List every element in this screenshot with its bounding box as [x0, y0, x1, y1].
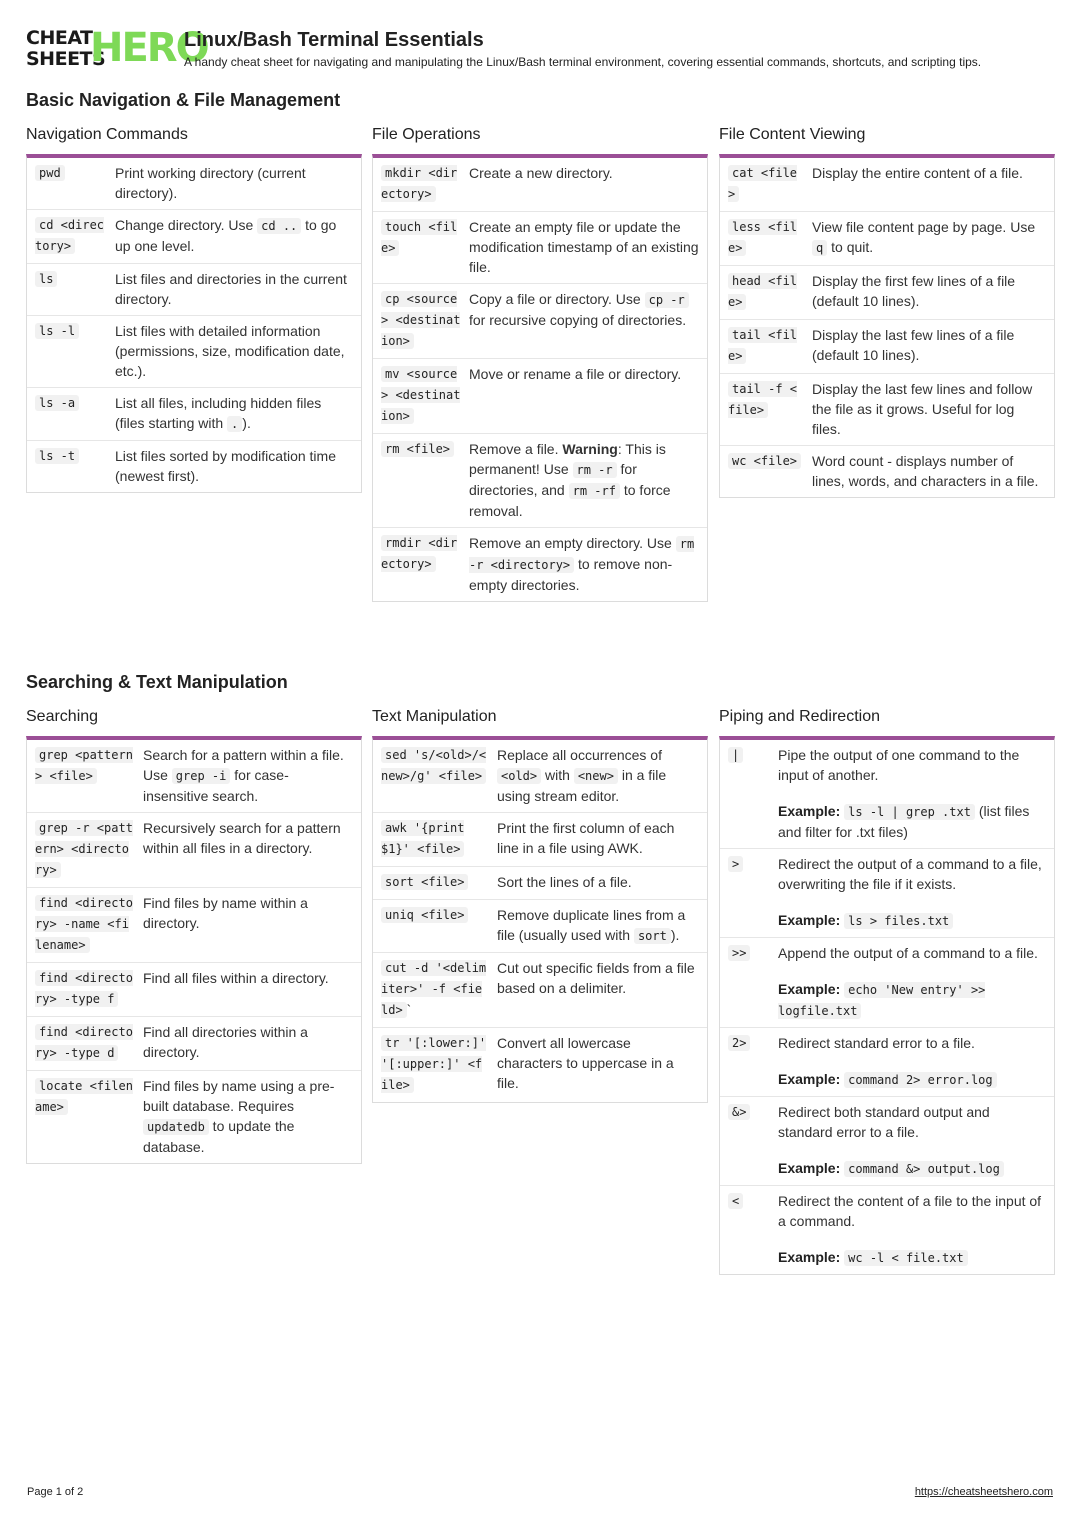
command-cell	[35, 968, 135, 1010]
command-code: touch <file>	[381, 220, 458, 255]
description-cell: Change directory. Use cd .. to go up one level.	[115, 217, 337, 254]
command-code: grep <pattern> <file>	[35, 748, 133, 783]
command-code: cp <source> <destination>	[381, 292, 461, 348]
logo-hero: HERO	[90, 25, 208, 71]
command-code: less <file>	[728, 220, 798, 255]
table-row	[720, 849, 1054, 938]
inline-code: q	[812, 240, 827, 256]
column-navigation	[26, 124, 362, 493]
command-cell	[35, 745, 135, 806]
description-cell: Recursively search for a pattern within all files in a directory.	[143, 820, 341, 856]
inline-code: rm -r <directory>	[469, 537, 695, 572]
page-title: Linux/Bash Terminal Essentials	[184, 29, 484, 51]
description-cell: Remove a file. Warning: This is permanent! Use rm -r for directories, and rm -rf to force removal.	[469, 441, 671, 519]
column-heading: File Operations	[372, 126, 481, 143]
table-row	[27, 740, 361, 813]
command-cell	[381, 905, 489, 946]
inline-code: wc -l < file.txt	[844, 1250, 968, 1266]
table-row	[27, 963, 361, 1017]
command-cell	[728, 379, 804, 439]
command-cell	[728, 1191, 770, 1268]
command-code: pwd	[35, 165, 65, 181]
table-row	[373, 813, 707, 867]
description-cell: View file content page by page. Use q to quit.	[812, 219, 1036, 255]
example-label: Example:	[778, 1249, 841, 1265]
command-cell	[728, 271, 804, 313]
table-row	[27, 441, 361, 492]
command-code: mkdir <directory>	[381, 166, 458, 201]
example-label: Example:	[778, 912, 841, 928]
description-cell: Sort the lines of a file.	[497, 874, 632, 890]
command-cell	[381, 872, 489, 893]
table-row	[720, 1186, 1054, 1274]
inline-code: ls -l | grep .txt	[844, 804, 975, 820]
command-cell	[35, 269, 107, 309]
command-cell	[728, 163, 804, 205]
command-code: ls -t	[35, 448, 79, 464]
command-code: sed 's/<old>/<new>/g' <file>	[381, 748, 487, 783]
command-code: tr '[:lower:]' '[:upper:]' <file>	[381, 1036, 487, 1092]
command-code: locate <filename>	[35, 1079, 133, 1114]
command-cell	[728, 745, 770, 842]
table-row	[373, 1028, 707, 1102]
command-cell	[381, 958, 489, 1021]
command-code: ls -a	[35, 395, 79, 411]
section-title: Searching & Text Manipulation	[26, 672, 288, 692]
description-cell: Print working directory (current directory).	[115, 165, 306, 201]
command-code: tail <file>	[728, 328, 798, 363]
description-cell: Cut out specific fields from a file based on a delimiter.	[497, 960, 695, 996]
description-cell: Display the first few lines of a file (default 10 lines).	[812, 273, 1016, 309]
description-cell: List all files, including hidden files (files starting with . ).	[115, 395, 322, 431]
description-cell: Move or rename a file or directory.	[469, 366, 682, 382]
example-label: Example:	[778, 803, 841, 819]
table-row	[720, 1028, 1054, 1097]
description-cell: Find files by name within a directory.	[143, 895, 308, 931]
command-code: sort <file>	[381, 874, 468, 890]
command-code: find <directory> -type d	[35, 1025, 133, 1060]
table-row	[720, 740, 1054, 849]
table-row	[27, 388, 361, 441]
description-cell: Display the entire content of a file.	[812, 165, 1023, 181]
inline-code: cd ..	[257, 218, 301, 234]
inline-code: sort	[634, 928, 671, 944]
description-cell: Create an empty file or update the modification timestamp of an existing file.	[469, 219, 699, 275]
column-heading: Searching	[26, 708, 99, 725]
command-code: wc <file>	[728, 453, 801, 469]
command-cell	[35, 446, 107, 486]
description-cell: Find all directories within a directory.	[143, 1024, 308, 1060]
table-row	[373, 528, 707, 601]
command-table	[26, 736, 362, 1164]
command-cell	[381, 1033, 489, 1096]
command-code: <	[728, 1193, 743, 1209]
description-cell: Redirect both standard output and standard error to a file. Example: command &> output.log	[778, 1102, 1046, 1179]
table-row	[27, 1071, 361, 1163]
table-row	[720, 1097, 1054, 1186]
command-code: uniq <file>	[381, 907, 468, 923]
inline-code: rm -rf	[569, 483, 620, 499]
command-cell	[381, 364, 461, 427]
column-heading: Piping and Redirection	[719, 708, 880, 725]
description-cell: List files sorted by modification time (newest first).	[115, 448, 336, 484]
command-cell	[35, 321, 107, 381]
description-cell: Create a new directory.	[469, 165, 613, 181]
description-cell: List files with detailed information (permissions, size, modification date, etc.).	[115, 323, 345, 379]
table-row	[720, 938, 1054, 1028]
command-cell	[728, 451, 804, 491]
command-code: ls -l	[35, 323, 79, 339]
command-cell	[381, 289, 461, 352]
command-cell	[728, 854, 770, 931]
command-cell	[381, 745, 489, 806]
command-code: |	[728, 747, 743, 763]
example-label: Example:	[778, 1071, 841, 1087]
description-cell: Remove duplicate lines from a file (usually used with sort ).	[497, 907, 686, 943]
example: Example: ls -l | grep .txt (list files and filter for .txt files)	[778, 803, 1030, 840]
table-row	[373, 434, 707, 528]
inline-code: cp -r	[645, 292, 689, 308]
command-code: awk '{print $1}' <file>	[381, 821, 465, 856]
table-row	[27, 813, 361, 888]
logo-line2: SHEETS	[26, 48, 106, 70]
description-cell: Redirect the content of a file to the input of a command. Example: wc -l < file.txt	[778, 1191, 1046, 1268]
command-code: rm <file>	[381, 441, 454, 457]
logo	[26, 25, 208, 72]
table-row	[373, 953, 707, 1028]
command-code: cat <file>	[728, 166, 798, 201]
description-cell: Pipe the output of one command to the input of another. Example: ls -l | grep .txt (list files and filter for .txt files)	[778, 745, 1046, 842]
description-cell: Find files by name using a pre-built database. Requires updatedb to update the database.	[143, 1078, 335, 1155]
command-code: grep -r <pattern> <directory>	[35, 821, 133, 877]
table-row	[27, 264, 361, 316]
command-cell	[35, 393, 107, 434]
command-code: >>	[728, 945, 750, 961]
column-file-operations	[372, 124, 708, 602]
command-table	[719, 154, 1055, 498]
table-row	[373, 359, 707, 434]
command-cell	[381, 217, 461, 277]
footer-link[interactable]: https://cheatsheetshero.com	[914, 1486, 1053, 1498]
column-searching	[26, 706, 362, 1164]
table-row	[27, 210, 361, 264]
inline-code: <old>	[497, 768, 541, 784]
table-row	[720, 158, 1054, 212]
command-code: ls	[35, 271, 57, 287]
description-cell: List files and directories in the current directory.	[115, 271, 347, 307]
description-cell: Replace all occurrences of <old> with <new> in a file using stream editor.	[497, 747, 667, 804]
page-subtitle: A handy cheat sheet for navigating and manipulating the Linux/Bash terminal environment, covering essential commands, shortcuts, and scripting tips.	[184, 55, 982, 69]
command-cell	[381, 818, 489, 860]
column-heading: Text Manipulation	[372, 708, 497, 725]
command-cell	[35, 893, 135, 956]
example	[778, 979, 1046, 1021]
command-cell	[35, 163, 107, 203]
description-cell: Display the last few lines of a file (default 10 lines).	[812, 327, 1015, 363]
table-row	[720, 266, 1054, 320]
inline-code: <new>	[574, 768, 618, 784]
command-cell	[35, 1022, 135, 1064]
command-cell	[728, 217, 804, 259]
description-cell: Remove an empty directory. Use rm -r <directory> to remove non-empty directories.	[469, 535, 695, 593]
inline-code: ls > files.txt	[844, 913, 953, 929]
inline-code: rm -r	[573, 462, 617, 478]
command-table	[26, 154, 362, 493]
table-row	[373, 284, 707, 359]
table-row	[720, 320, 1054, 374]
command-code: 2>	[728, 1035, 750, 1051]
description-cell: Print the first column of each line in a file using AWK.	[497, 820, 675, 856]
column-piping	[719, 706, 1055, 1275]
command-code: find <directory> -name <filename>	[35, 896, 133, 952]
table-row	[27, 316, 361, 388]
inline-code: echo 'New entry' >> logfile.txt	[778, 983, 986, 1018]
table-row	[27, 1017, 361, 1071]
example	[778, 910, 1046, 931]
description-cell: Redirect the output of a command to a file, overwriting the file if it exists. Example: ls > files.txt	[778, 854, 1046, 931]
column-text-manipulation	[372, 706, 708, 1103]
table-row	[373, 212, 707, 284]
command-table	[372, 736, 708, 1103]
column-heading: File Content Viewing	[719, 126, 866, 143]
inline-code: updatedb	[143, 1119, 209, 1135]
logo-line1: CHEAT	[26, 27, 93, 49]
command-cell	[35, 1076, 135, 1157]
command-code: mv <source> <destination>	[381, 367, 461, 423]
command-code: head <file>	[728, 274, 798, 309]
command-code: find <directory> -type f	[35, 971, 133, 1006]
column-heading: Navigation Commands	[26, 126, 188, 143]
table-row	[373, 740, 707, 813]
command-cell	[381, 439, 461, 521]
command-code: >	[728, 856, 743, 872]
description-cell: Convert all lowercase characters to uppercase in a file.	[497, 1035, 674, 1091]
command-cell	[35, 818, 135, 881]
inline-code: command &> output.log	[844, 1161, 1004, 1177]
description-cell: Copy a file or directory. Use cp -r for recursive copying of directories.	[469, 289, 699, 352]
description-cell: Word count - displays number of lines, words, and characters in a file.	[812, 453, 1039, 489]
command-cell	[381, 163, 461, 205]
command-table	[719, 736, 1055, 1275]
table-row	[27, 158, 361, 210]
command-cell	[35, 215, 107, 257]
table-row	[373, 158, 707, 212]
example-label: Example:	[778, 1160, 841, 1176]
command-cell	[381, 533, 461, 595]
command-tail: `	[406, 1002, 412, 1017]
table-row	[373, 900, 707, 953]
inline-code: .	[227, 416, 242, 432]
command-code: rmdir <directory>	[381, 536, 458, 571]
inline-code: command 2> error.log	[844, 1072, 997, 1088]
command-code: &>	[728, 1104, 750, 1120]
description-cell: Display the last few lines and follow the file as it grows. Useful for log files.	[812, 381, 1033, 437]
table-row	[720, 212, 1054, 266]
description-cell: Search for a pattern within a file. Use grep -i for case-insensitive search.	[143, 747, 344, 804]
example	[778, 1158, 1046, 1179]
table-row	[720, 446, 1054, 497]
command-cell	[728, 325, 804, 367]
description-cell: Redirect standard error to a file. Example: command 2> error.log	[778, 1033, 1046, 1090]
section-title: Basic Navigation & File Management	[26, 90, 341, 110]
table-row	[27, 888, 361, 963]
table-row	[720, 374, 1054, 446]
column-file-viewing	[719, 124, 1055, 498]
example	[778, 1069, 1046, 1090]
inline-code: grep -i	[172, 768, 231, 784]
command-cell	[728, 943, 770, 1021]
description-cell: Append the output of a command to a file. Example: echo 'New entry' >> logfile.txt	[778, 943, 1046, 1021]
command-table	[372, 154, 708, 602]
example	[778, 1247, 1046, 1268]
command-code: tail -f <file>	[728, 382, 798, 417]
command-code: cut -d '<delimiter>' -f <field>	[381, 961, 487, 1017]
command-code: cd <directory>	[35, 218, 105, 253]
command-cell	[728, 1033, 770, 1090]
table-row	[373, 867, 707, 900]
description-cell: Find all files within a directory.	[143, 970, 329, 986]
example-label: Example:	[778, 981, 841, 997]
command-cell	[728, 1102, 770, 1179]
page-number: Page 1 of 2	[27, 1486, 84, 1498]
